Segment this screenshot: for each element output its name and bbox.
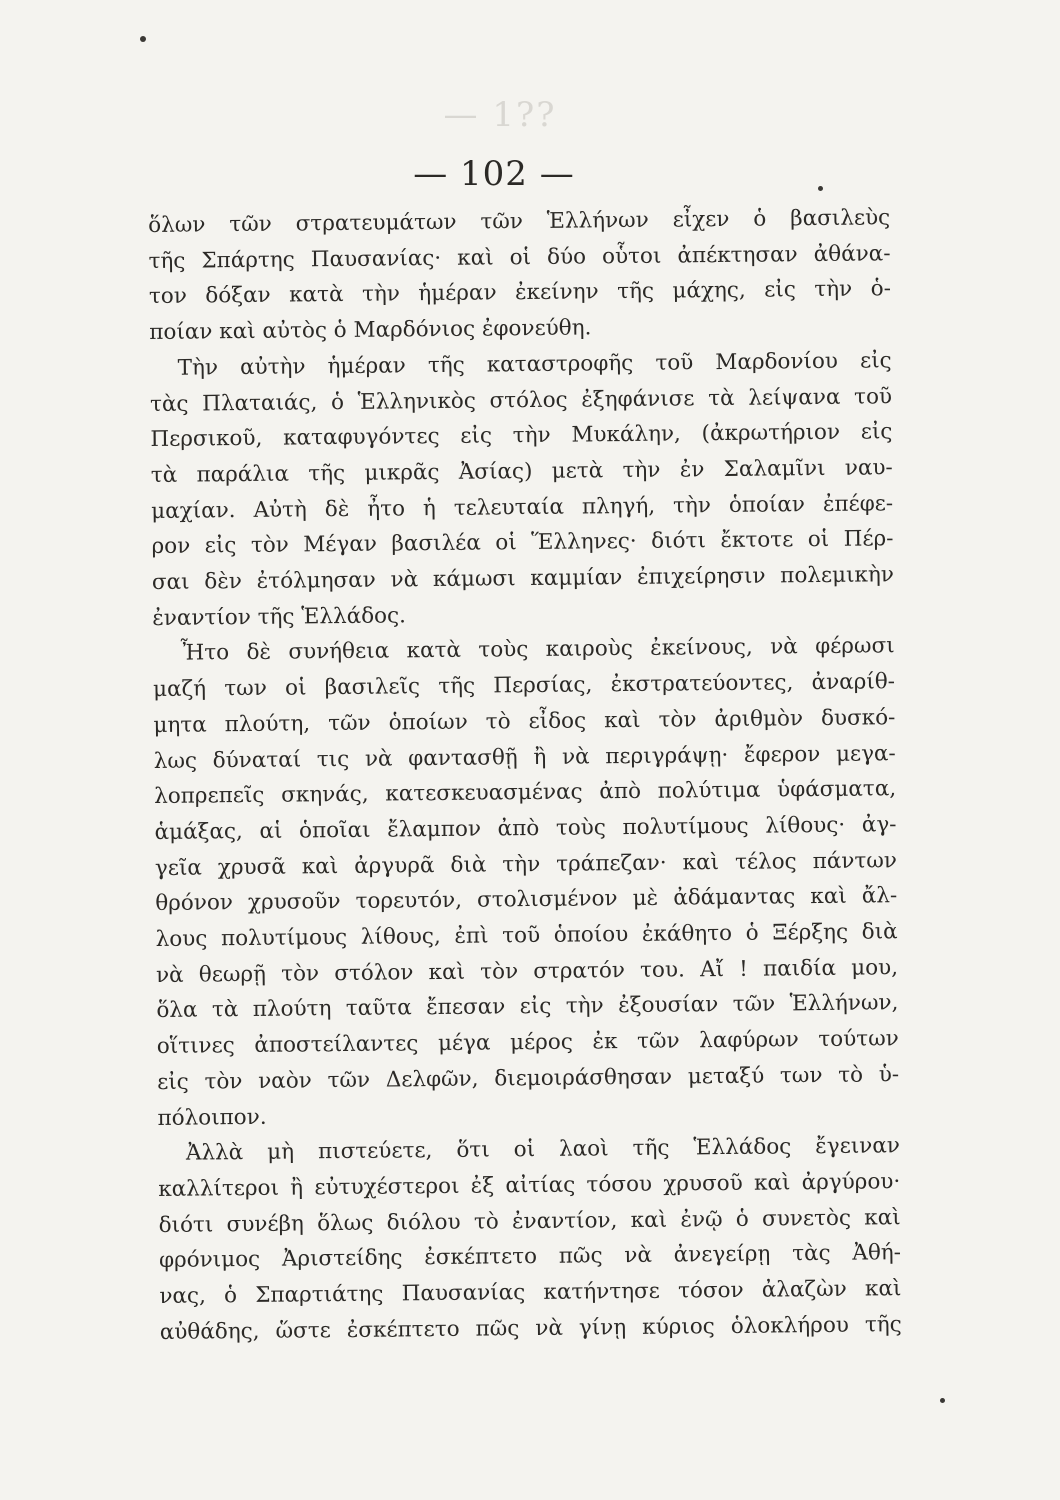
text-line: τον δόξαν κατὰ τὴν ἡμέραν ἐκείνην τῆς μάχης, εἰς τὴν ὁ- [148, 276, 892, 310]
text-line: λοπρεπεῖς σκηνάς, κατεσκευασμένας ἀπὸ πολύτιμα ὑφάσματα, [154, 776, 897, 810]
text-line: ὅλων τῶν στρατευμάτων τῶν Ἑλλήνων εἶχεν ὁ βασιλεὺς [148, 205, 891, 238]
ink-speck [940, 1398, 945, 1403]
text-line: λως δύναταί τις νὰ φαντασθῇ ἢ νὰ περιγράψῃ· ἔφερον μεγα- [153, 740, 896, 774]
text-line: Ἦτο δὲ συνήθεια κατὰ τοὺς καιροὺς ἐκείνους, νὰ φέρωσι [180, 633, 895, 667]
text-line: Ἀλλὰ μὴ πιστεύετε, ὅτι οἱ λαοὶ τῆς Ἑλλάδος ἔγειναν [185, 1133, 900, 1166]
ink-speck [140, 36, 146, 42]
text-line: λους πολυτίμους λίθους, ἐπὶ τοῦ ὁποίου ἐκάθητο ὁ Ξέρξης διὰ [155, 919, 898, 953]
text-line: τὰς Πλαταιάς, ὁ Ἑλληνικὸς στόλος ἐξηφάνισε τὰ λείψανα τοῦ [149, 383, 893, 417]
text-line: αὐθάδης, ὥστε ἐσκέπτετο πῶς νὰ γίνῃ κύριος ὁλοκλήρου τῆς [159, 1311, 902, 1345]
text-line: τῆς Σπάρτης Παυσανίας· καὶ οἱ δύο οὗτοι ἀπέκτησαν ἀθάνα- [148, 240, 891, 274]
text-line: οἵτινες ἀποστείλαντες μέγα μέρος ἐκ τῶν λαφύρων τούτων [156, 1026, 899, 1060]
text-line: μαχίαν. Αὐτὴ δὲ ἦτο ἡ τελευταία πληγή, τὴν ὁποίαν ἐπέφε- [151, 490, 894, 524]
text-line: πόλοιπον. [157, 1104, 267, 1131]
body-text [148, 200, 902, 1350]
text-line: ἐναντίον τῆς Ἑλλάδος. [152, 603, 407, 631]
text-line: ρον εἰς τὸν Μέγαν βασιλέα οἱ Ἕλληνες· διότι ἔκτοτε οἱ Πέρ- [151, 526, 894, 560]
text-line: διότι συνέβη ὅλως διόλου τὸ ἐναντίον, καὶ ἐνῷ ὁ συνετὸς καὶ [158, 1204, 901, 1238]
text-line: ποίαν καὶ αὐτὸς ὁ Μαρδόνιος ἐφονεύθη. [149, 315, 592, 346]
text-line: εἰς τὸν ναὸν τῶν Δελφῶν, διεμοιράσθησαν μεταξύ των τὸ ὑ- [157, 1062, 900, 1095]
text-line: θρόνον χρυσοῦν τορευτόν, στολισμένον μὲ ἀδάμαντας καὶ ἄλ- [155, 883, 898, 917]
text-line: νας, ὁ Σπαρτιάτης Παυσανίας κατήντησε τόσον ἀλαζὼν καὶ [159, 1276, 902, 1310]
page-number: — 102 — [413, 154, 575, 194]
text-line: ἁμάξας, αἱ ὁποῖαι ἔλαμπον ἀπὸ τοὺς πολυτίμους λίθους· ἀγ- [154, 812, 897, 845]
text-line: σαι δὲν ἐτόλμησαν νὰ κάμωσι καμμίαν ἐπιχείρησιν πολεμικὴν [151, 562, 895, 596]
text-line: νὰ θεωρῇ τὸν στόλον καὶ τὸν στρατόν του. Αἴ ! παιδία μου, [155, 954, 899, 988]
bleed-through-text: — 1?? [443, 95, 557, 135]
text-line: Περσικοῦ, καταφυγόντες εἰς τὴν Μυκάλην, (ἀκρωτήριον εἰς [150, 419, 893, 453]
text-line: φρόνιμος Ἀριστείδης ἐσκέπτετο πῶς νὰ ἀνεγείρῃ τὰς Ἀθή- [158, 1240, 902, 1274]
text-line: γεῖα χρυσᾶ καὶ ἀργυρᾶ διὰ τὴν τράπεζαν· καὶ τέλος πάντων [154, 847, 898, 881]
text-line: ὅλα τὰ πλούτη ταῦτα ἔπεσαν εἰς τὴν ἐξουσίαν τῶν Ἑλλήνων, [156, 990, 899, 1024]
text-line: καλλίτεροι ἢ εὐτυχέστεροι ἐξ αἰτίας τόσου χρυσοῦ καὶ ἀργύρου· [158, 1169, 901, 1202]
text-line: Τὴν αὐτὴν ἡμέραν τῆς καταστροφῆς τοῦ Μαρδονίου εἰς [177, 348, 892, 381]
text-line: μαζή των οἱ βασιλεῖς τῆς Περσίας, ἐκστρατεύοντες, ἀναρίθ- [152, 669, 896, 703]
text-line: μητα πλούτη, τῶν ὁποίων τὸ εἶδος καὶ τὸν ἀριθμὸν δυσκό- [153, 705, 896, 738]
text-line: τὰ παράλια τῆς μικρᾶς Ἀσίας) μετὰ τὴν ἐν Σαλαμῖνι ναυ- [150, 455, 893, 488]
